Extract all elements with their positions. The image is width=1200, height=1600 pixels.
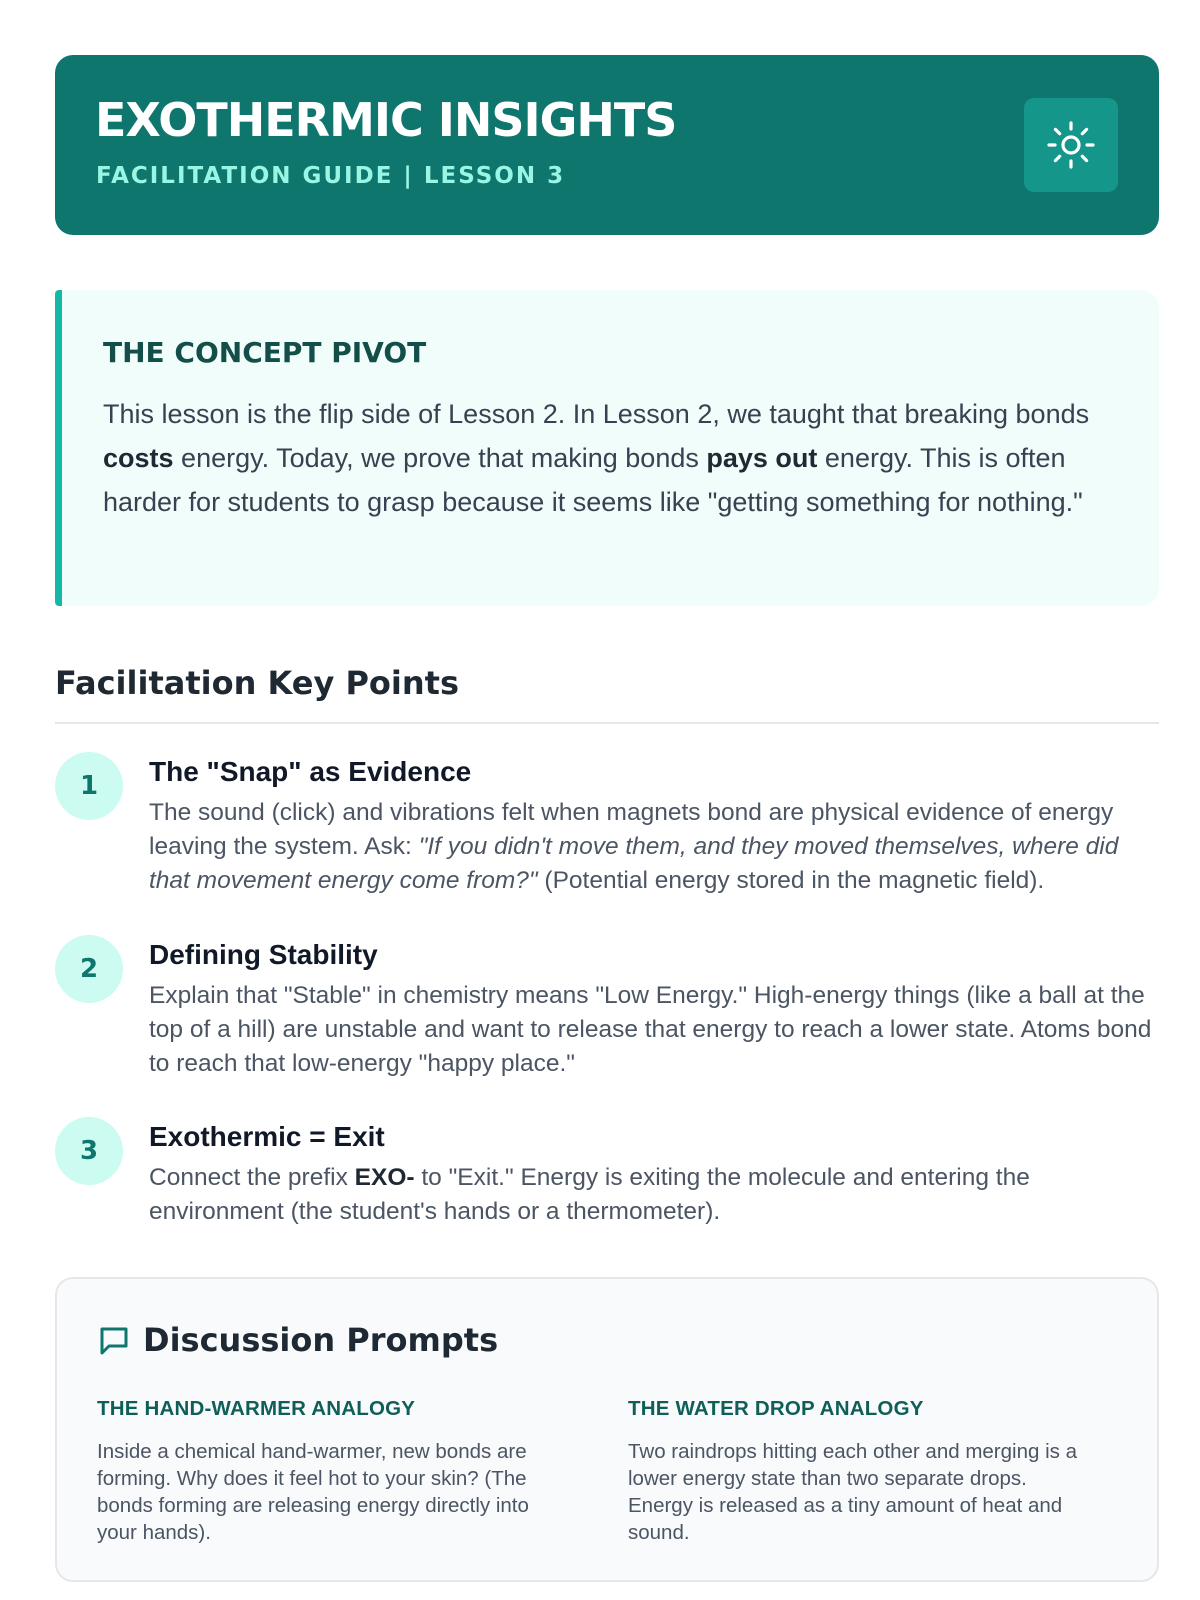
discussion-prompts-card [55,1277,1159,1582]
concept-pivot-title: THE CONCEPT PIVOT [103,336,427,369]
key-point-title: Defining Stability [149,939,378,970]
pivot-bold-pays-out: pays out [706,443,818,473]
key-point-bold-prefix: EXO- [354,1164,415,1191]
page-subtitle: FACILITATION GUIDE | LESSON 3 [96,163,566,189]
key-point-text-part: (Potential energy stored in the magnetic field). [537,867,1045,894]
prompt-title: THE WATER DROP ANALOGY [628,1397,924,1420]
prompt-text: Inside a chemical hand-warmer, new bonds are forming. Why does it feel hot to your skin? (The bonds forming are releasing energy directly into your hands). [97,1440,529,1544]
prompt-text: Two raindrops hitting each other and merging is a lower energy state than two separate drops. Energy is released as a tiny amount of heat and sound. [628,1440,1077,1544]
pivot-text-part: energy. Today, we prove that making bonds [173,443,707,473]
page-header [55,55,1159,235]
prompt-hand-warmer [97,1397,557,1546]
sun-icon [1045,119,1097,171]
key-point-quote: "If you didn't move them, and they moved themselves, where did that movement energy come from?" [149,833,1119,894]
key-point-text [149,796,1161,898]
key-point-text-part: The sound (click) and vibrations felt when magnets bond are physical evidence of energy leaving the system. Ask: [149,799,1114,860]
concept-pivot-callout [55,290,1159,606]
concept-pivot-text [103,392,1113,524]
sun-icon-badge [1024,98,1118,192]
pivot-text-part: This lesson is the flip side of Lesson 2. In Lesson 2, we taught that breaking bonds [103,399,1090,429]
discussion-header [97,1321,498,1359]
key-point-title: The "Snap" as Evidence [149,756,472,787]
key-point-number: 2 [55,935,123,1003]
section-divider [55,722,1159,724]
key-point-text: Explain that "Stable" in chemistry means "Low Energy." High-energy things (like a ball at the top of a hill) are unstable and want to release that energy to reach a lower state. Atoms bond to reach that low-energy "happy place." [149,982,1152,1077]
page-title: EXOTHERMIC INSIGHTS [95,93,677,147]
pivot-text-part: energy. This is often harder for students to grasp because it seems like "getting something for nothing." [103,443,1083,517]
key-point-text [149,1161,1161,1229]
pivot-bold-costs: costs [103,443,174,473]
key-points-heading: Facilitation Key Points [55,664,459,702]
prompt-water-drop [628,1397,1088,1546]
chat-bubble-icon [97,1323,131,1357]
discussion-title: Discussion Prompts [143,1321,499,1359]
key-point-text-part: to "Exit." Energy is exiting the molecule and entering the environment (the student's hands or a thermometer). [149,1164,1030,1225]
key-point-number: 1 [55,752,123,820]
key-point-title: Exothermic = Exit [149,1121,385,1152]
prompt-title: THE HAND-WARMER ANALOGY [97,1397,416,1420]
key-point-text-part: Connect the prefix [149,1164,355,1191]
key-point-number: 3 [55,1117,123,1185]
